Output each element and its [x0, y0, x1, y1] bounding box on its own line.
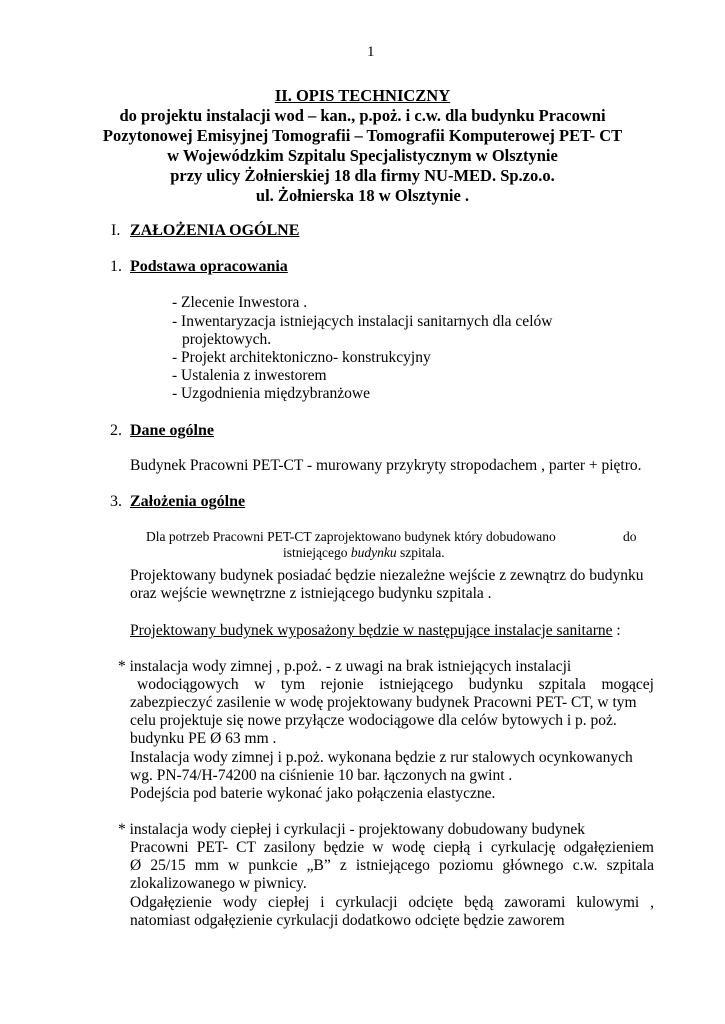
document-title: II. OPIS TECHNICZNY	[274, 86, 451, 105]
note-word-do: do	[623, 529, 637, 544]
cold-water-line: celu projektuje się nowe przyłącze wodociągowe dla celów bytowych i p. poż.	[130, 712, 617, 729]
item-2-number: 2.	[110, 422, 122, 439]
cold-water-line: budynku PE Ø 63 mm .	[130, 730, 277, 747]
list-item: - Ustalenia z inwestorem	[172, 367, 327, 384]
item-2-text: Budynek Pracowni PET-CT - murowany przykryty stropodachem , parter + piętro.	[130, 457, 642, 474]
cold-water-line: * instalacja wody zimnej , p.poż. - z uwagi na brak istniejących instalacji	[118, 658, 572, 675]
page-number: 1	[367, 44, 375, 60]
cold-water-line: Podejścia pod baterie wykonać jako połączenia elastyczne.	[130, 785, 496, 802]
installations-intro: Projektowany budynek wyposażony będzie w następujące instalacje sanitarne :	[130, 622, 621, 639]
list-item: - Projekt architektoniczno- konstrukcyjny	[172, 349, 431, 366]
paragraph: Projektowany budynek posiadać będzie niezależne wejście z zewnątrz do budynku	[130, 567, 644, 584]
section-heading: ZAŁOŻENIA OGÓLNE	[130, 222, 300, 239]
item-1-heading: Podstawa opracowania	[130, 258, 288, 275]
item-3-heading: Założenia ogólne	[130, 493, 246, 510]
hot-water-line: natomiast odgałęzienie cyrkulacji dodatkowo odcięte będzie zaworem	[130, 912, 565, 929]
hot-water-line: Ø 25/15 mm w punkcie „B” z istniejącego poziomu głównego c.w. szpitala	[130, 857, 654, 874]
note-line-2: istniejącego budynku szpitala.	[283, 545, 445, 560]
title-line-5: przy ulicy Żołnierskiej 18 dla firmy NU-MED. Sp.zo.o.	[170, 166, 555, 185]
cold-water-line: wodociągowych w tym rejonie istniejącego budynku szpitala mogącej	[137, 676, 654, 693]
list-item: - Zlecenie Inwestora .	[172, 294, 308, 311]
title-line-2: do projektu instalacji wod – kan., p.poż. i c.w. dla budynku Pracowni	[119, 106, 606, 125]
hot-water-line: Odgałęzienie wody ciepłej i cyrkulacji odcięte będą zaworami kulowymi ,	[130, 894, 654, 911]
item-1-number: 1.	[110, 258, 122, 275]
hot-water-line: * instalacja wody ciepłej i cyrkulacji - projektowany dobudowany budynek	[118, 821, 586, 838]
note-line-1: Dla potrzeb Pracowni PET-CT zaprojektowano budynek który dobudowano	[146, 529, 556, 544]
paragraph: oraz wejście wewnętrzne z istniejącego budynku szpitala .	[130, 585, 492, 602]
section-number: I.	[111, 222, 121, 239]
cold-water-line: wg. PN-74/H-74200 na ciśnienie 10 bar. łączonych na gwint .	[130, 767, 513, 784]
title-line-3: Pozytonowej Emisyjnej Tomografii – Tomografii Komputerowej PET- CT	[102, 126, 623, 145]
item-2-heading: Dane ogólne	[130, 422, 214, 439]
cold-water-line: zabezpieczyć zasilenie w wodę projektowany budynek Pracowni PET- CT, w tym	[130, 694, 637, 711]
title-line-4: w Wojewódzkim Szpitalu Specjalistycznym w Olsztynie	[167, 146, 558, 165]
list-item: projektowych.	[182, 331, 272, 348]
cold-water-line: Instalacja wody zimnej i p.poż. wykonana będzie z rur stalowych ocynkowanych	[130, 749, 633, 766]
hot-water-line: zlokalizowanego w piwnicy.	[130, 875, 307, 892]
title-line-6: ul. Żołnierska 18 w Olsztynie .	[255, 186, 470, 205]
hot-water-line: Pracowni PET- CT zasilony będzie w wodę ciepłą i cyrkulację odgałęzieniem	[130, 839, 654, 856]
list-item: - Uzgodnienia międzybranżowe	[172, 385, 370, 402]
item-3-number: 3.	[110, 493, 122, 510]
list-item: - Inwentaryzacja istniejących instalacji sanitarnych dla celów	[172, 313, 553, 330]
